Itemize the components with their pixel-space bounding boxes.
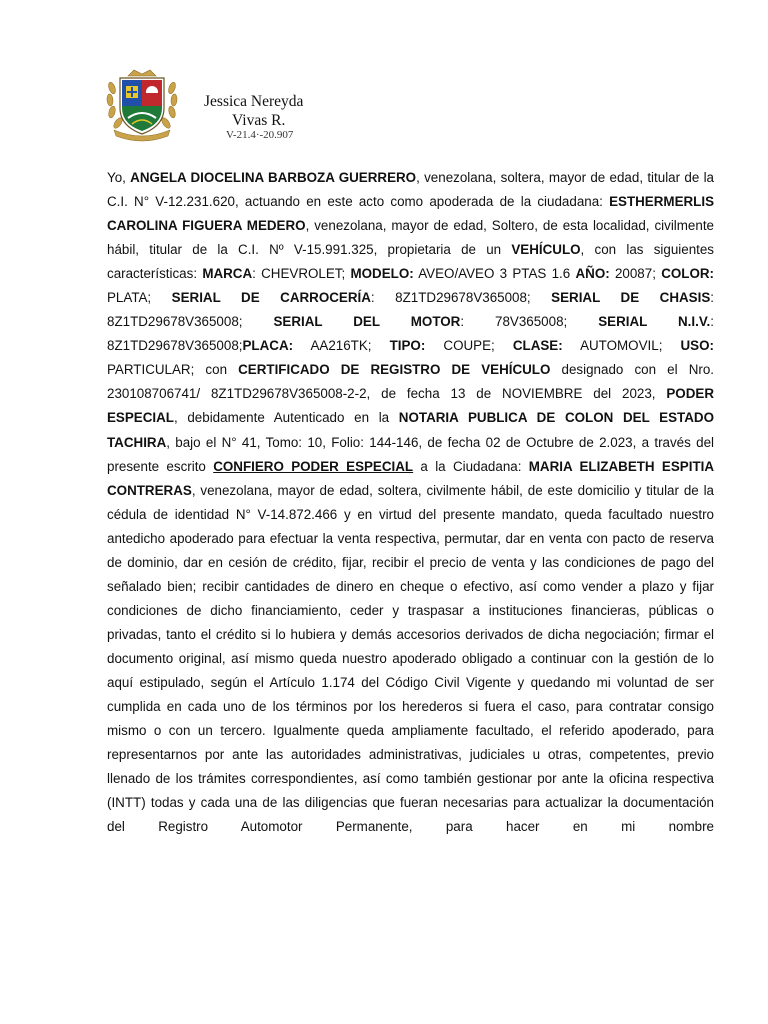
text-span: , bajo el N° 41, Tomo: 10, Folio: 144-146, de fecha 02 de Octubre de 2.023, a través del presente escrito <box>107 434 714 474</box>
text-span: , venezolana, mayor de edad, soltera, civilmente hábil, de este domicilio y titular de la cédula de identidad N° V-14.872.466 y en virtud del presente mandato, queda facultado nuestro antedicho apoderado para efectuar la venta respectiva, permutar, dar en venta con pacto de reserva de dominio, dar en cesión de crédito, fijar, recibir el precio de venta y las condiciones de pago del señalado bien; recibir cantidades de dinero en cheque o efectivo, así como vender a plazo y fijar condiciones de dicho financiamiento, ceder y traspasar a instituciones financieras, públicas o privadas, tanto el crédito si lo hubiera y demás accesorios derivados de dicha negociación; firmar el documento original, así mismo queda nuestro apoderado obligado a continuar con la gestión de lo aquí estipulado, según el Artículo 1.174 del Código Civil Vigente y quedando mi voluntad de ser cumplida en cada uno de los términos por los herederos si fuera el caso, para contratar consigo mismo o con un tercero. Igualmente queda ampliamente facultado, el referido apoderado, para representarnos por ante las autoridades administrativas, judiciales u otras, competentes, previo llenado de los trámites correspondientes, así como también gestionar por ante la oficina respectiva (INTT) todas y cada una de las diligencias que fueran necesarias para actualizar la documentación del Registro Automotor Permanente, para hacer en mi nombre <box>107 482 714 835</box>
bold-text-span: AÑO: <box>575 266 610 282</box>
text-span: : 8Z1TD29678V365008; <box>107 290 714 330</box>
bold-text-span: COLOR: <box>661 266 714 282</box>
bold-text-span: CONFIERO PODER ESPECIAL <box>213 458 414 474</box>
bold-text-span: VEHÍCULO <box>511 242 581 258</box>
bold-text-span: ANGELA DIOCELINA BARBOZA GUERRERO <box>130 170 417 185</box>
bold-text-span: SERIAL DE CHASIS <box>551 290 711 306</box>
text-span: , venezolana, mayor de edad, Soltero, de esta localidad, civilmente hábil, titular de la C.I. Nº V-15.991.325, propietaria de un <box>107 218 714 258</box>
text-span: designado con el Nro. 230108706741/ 8Z1TD29678V365008-2-2, de fecha 13 de NOVIEMBRE del 2023, <box>107 362 714 402</box>
bold-text-span: MARIA ELIZABETH ESPITIA CONTRERAS <box>107 458 715 498</box>
text-span: , con las siguientes características: <box>107 242 714 282</box>
bold-text-span: SERIAL N.I.V. <box>598 314 711 330</box>
text-span: Yo, <box>107 170 131 185</box>
text-span: AVEO/AVEO 3 PTAS 1.6 <box>413 266 576 282</box>
bold-text-span: SERIAL DE CARROCERÍA <box>171 290 371 306</box>
text-span: , venezolana, soltera, mayor de edad, titular de la C.I. N° V-12.231.620, actuando en este acto como apoderada de la ciudadana: <box>107 170 714 210</box>
text-span: PARTICULAR; con <box>107 362 239 378</box>
bold-text-span: SERIAL DEL MOTOR <box>273 314 461 330</box>
bold-text-span: NOTARIA PUBLICA DE COLON DEL ESTADO TACHIRA <box>107 410 714 450</box>
coat-of-arms-seal <box>104 68 180 140</box>
notary-name <box>204 92 304 141</box>
bold-text-span: CLASE: <box>512 338 563 354</box>
text-span: a la Ciudadana: <box>413 458 529 474</box>
text-span: 20087; <box>609 266 662 282</box>
text-span: , debidamente Autenticado en la <box>173 410 399 426</box>
notary-name-line2: Vivas R. <box>232 112 286 129</box>
text-span: : CHEVROLET; <box>252 266 351 282</box>
text-span: AA216TK; <box>293 338 390 354</box>
bold-text-span: PODER ESPECIAL <box>107 386 714 426</box>
document-body-paragraph <box>107 166 714 839</box>
text-span: PLATA; <box>107 290 172 306</box>
text-span: : 78V365008; <box>460 314 599 330</box>
bold-text-span: CERTIFICADO DE REGISTRO DE VEHÍCULO <box>238 362 551 378</box>
bold-text-span: USO: <box>680 338 714 354</box>
text-span: AUTOMOVIL; <box>562 338 681 354</box>
bold-text-span: MARCA <box>202 266 253 282</box>
text-span: COUPE; <box>425 338 513 354</box>
bold-text-span: PLACA: <box>242 338 294 354</box>
bold-text-span: MODELO: <box>350 266 414 282</box>
text-span: : 8Z1TD29678V365008; <box>370 290 552 306</box>
notary-name-line1: Jessica Nereyda <box>204 93 304 110</box>
bold-text-span: TIPO: <box>389 338 426 354</box>
bold-text-span: ESTHERMERLIS CAROLINA FIGUERA MEDERO <box>107 194 714 234</box>
notary-id-line: V-21.4·-20.907 <box>226 129 294 141</box>
text-span: : 8Z1TD29678V365008; <box>107 314 714 354</box>
